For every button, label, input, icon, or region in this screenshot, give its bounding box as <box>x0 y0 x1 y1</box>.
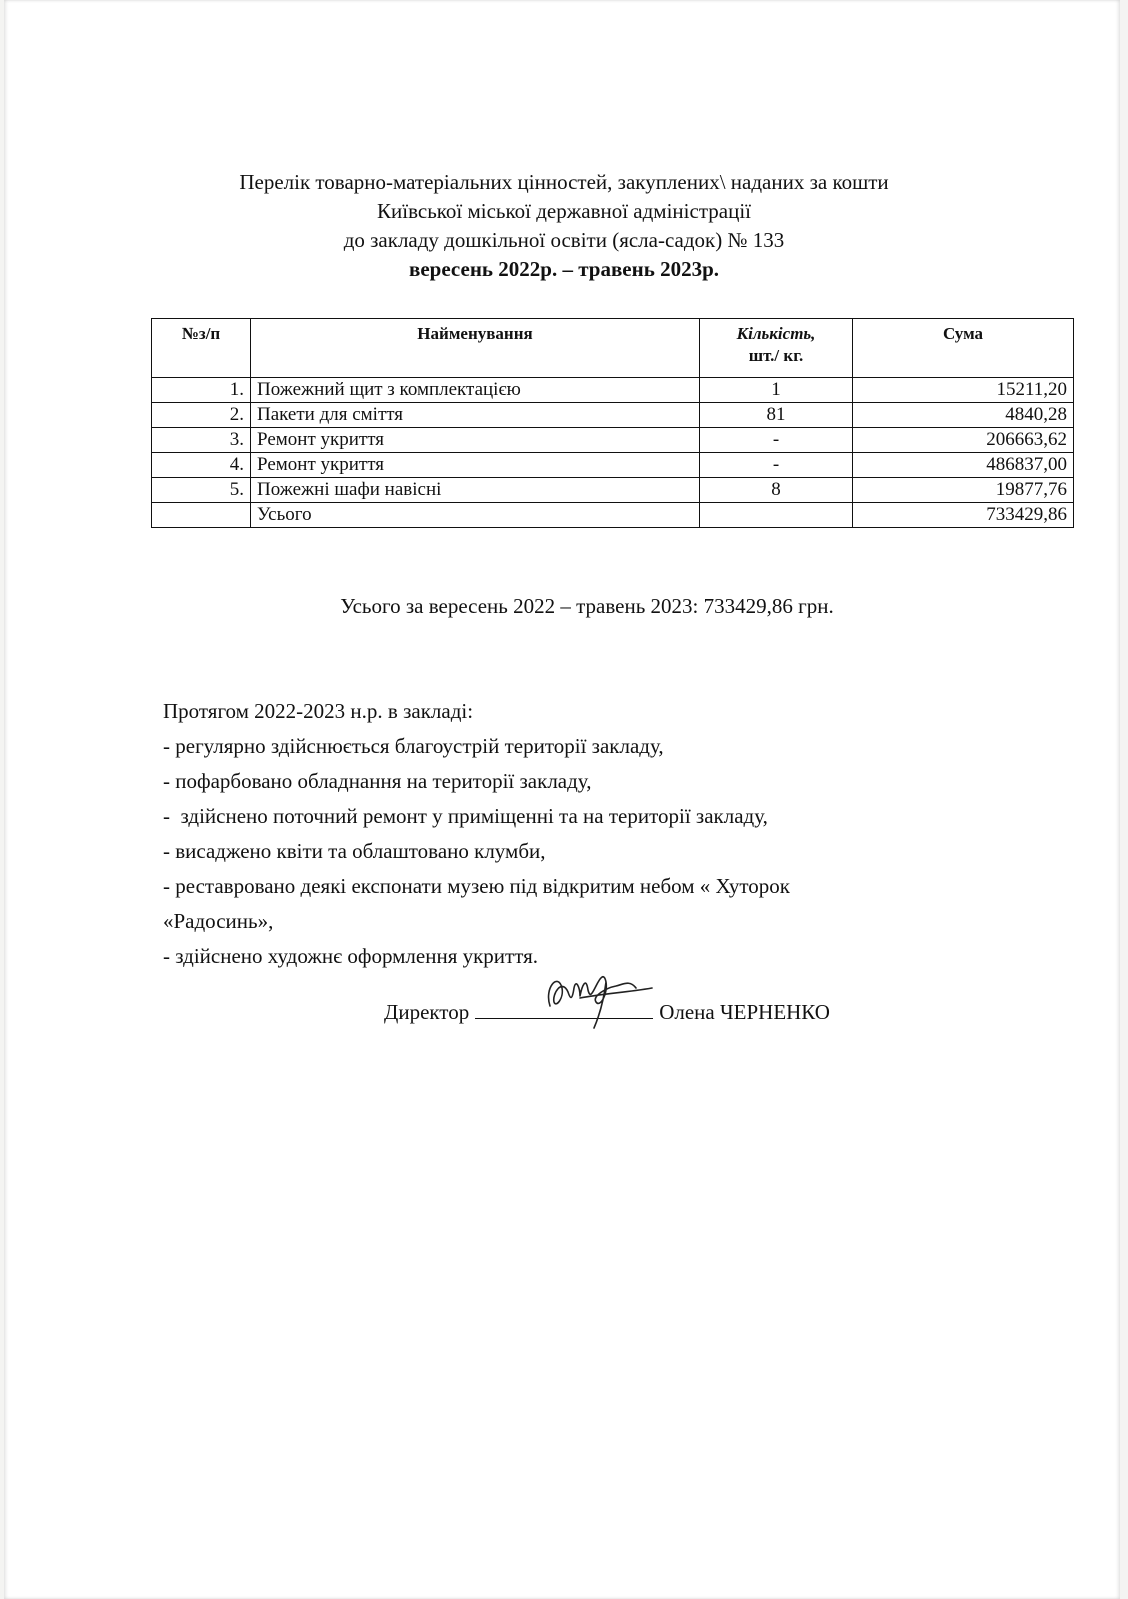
activities-intro: Протягом 2022-2023 н.р. в закладі: <box>163 699 474 723</box>
table-row <box>152 478 1074 503</box>
grand-total-line: Усього за вересень 2022 – травень 2023: 733429,86 грн. <box>340 594 834 618</box>
row-quantity: - <box>700 428 853 453</box>
row-quantity: 81 <box>700 403 853 428</box>
row-name: Ремонт укриття <box>251 453 700 478</box>
activity-item: - висаджено квіти та облаштовано клумби, <box>163 839 546 863</box>
row-sum: 486837,00 <box>853 453 1074 478</box>
document-header <box>0 168 1128 284</box>
table-total-row <box>152 503 1074 528</box>
table-row <box>152 378 1074 403</box>
column-header-number: №з/п <box>152 319 251 378</box>
items-table <box>151 318 1074 528</box>
row-number: 5. <box>152 478 251 503</box>
activity-item: - регулярно здійснюється благоустрій території закладу, <box>163 734 664 758</box>
row-sum: 206663,62 <box>853 428 1074 453</box>
activity-item: - пофарбовано обладнання на території закладу, <box>163 769 592 793</box>
handwritten-signature <box>540 958 670 1038</box>
row-sum: 19877,76 <box>853 478 1074 503</box>
row-number: 4. <box>152 453 251 478</box>
column-header-quantity-line-1: Кількість, <box>736 324 816 343</box>
column-header-quantity <box>700 319 853 378</box>
header-period: вересень 2022р. – травень 2023р. <box>409 257 719 281</box>
header-line-3: до закладу дошкільної освіти (ясла-садок) № 133 <box>343 228 785 252</box>
row-number: 2. <box>152 403 251 428</box>
total-row-number <box>152 503 251 528</box>
activity-item: - здійснено поточний ремонт у приміщенні та на території закладу, <box>163 804 768 828</box>
header-line-1: Перелік товарно-матеріальних цінностей, закуплених\ наданих за кошти <box>239 170 889 194</box>
total-sum: 733429,86 <box>853 503 1074 528</box>
table-row <box>152 403 1074 428</box>
column-header-quantity-line-2: шт./ кг. <box>748 346 804 365</box>
activity-item: - здійснено художнє оформлення укриття. <box>163 944 539 968</box>
row-quantity: - <box>700 453 853 478</box>
row-name: Пожежні шафи навісні <box>251 478 700 503</box>
row-name: Ремонт укриття <box>251 428 700 453</box>
activities-list <box>163 694 1043 974</box>
column-header-sum: Сума <box>853 319 1074 378</box>
signature-title: Директор <box>384 1000 470 1024</box>
row-name: Пожежний щит з комплектацією <box>251 378 700 403</box>
row-number: 3. <box>152 428 251 453</box>
row-name: Пакети для сміття <box>251 403 700 428</box>
row-quantity: 1 <box>700 378 853 403</box>
activity-item: «Радосинь», <box>163 909 274 933</box>
table-row <box>152 453 1074 478</box>
table-row <box>152 428 1074 453</box>
column-header-name: Найменування <box>251 319 700 378</box>
header-line-2: Київської міської державної адміністрації <box>377 199 751 223</box>
row-quantity: 8 <box>700 478 853 503</box>
row-number: 1. <box>152 378 251 403</box>
total-label: Усього <box>251 503 700 528</box>
table-header-row <box>152 319 1074 378</box>
activity-item: - реставровано деякі експонати музею під відкритим небом « Хуторок <box>163 874 790 898</box>
row-sum: 15211,20 <box>853 378 1074 403</box>
row-sum: 4840,28 <box>853 403 1074 428</box>
total-quantity <box>700 503 853 528</box>
signature-name: Олена ЧЕРНЕНКО <box>659 1000 830 1024</box>
